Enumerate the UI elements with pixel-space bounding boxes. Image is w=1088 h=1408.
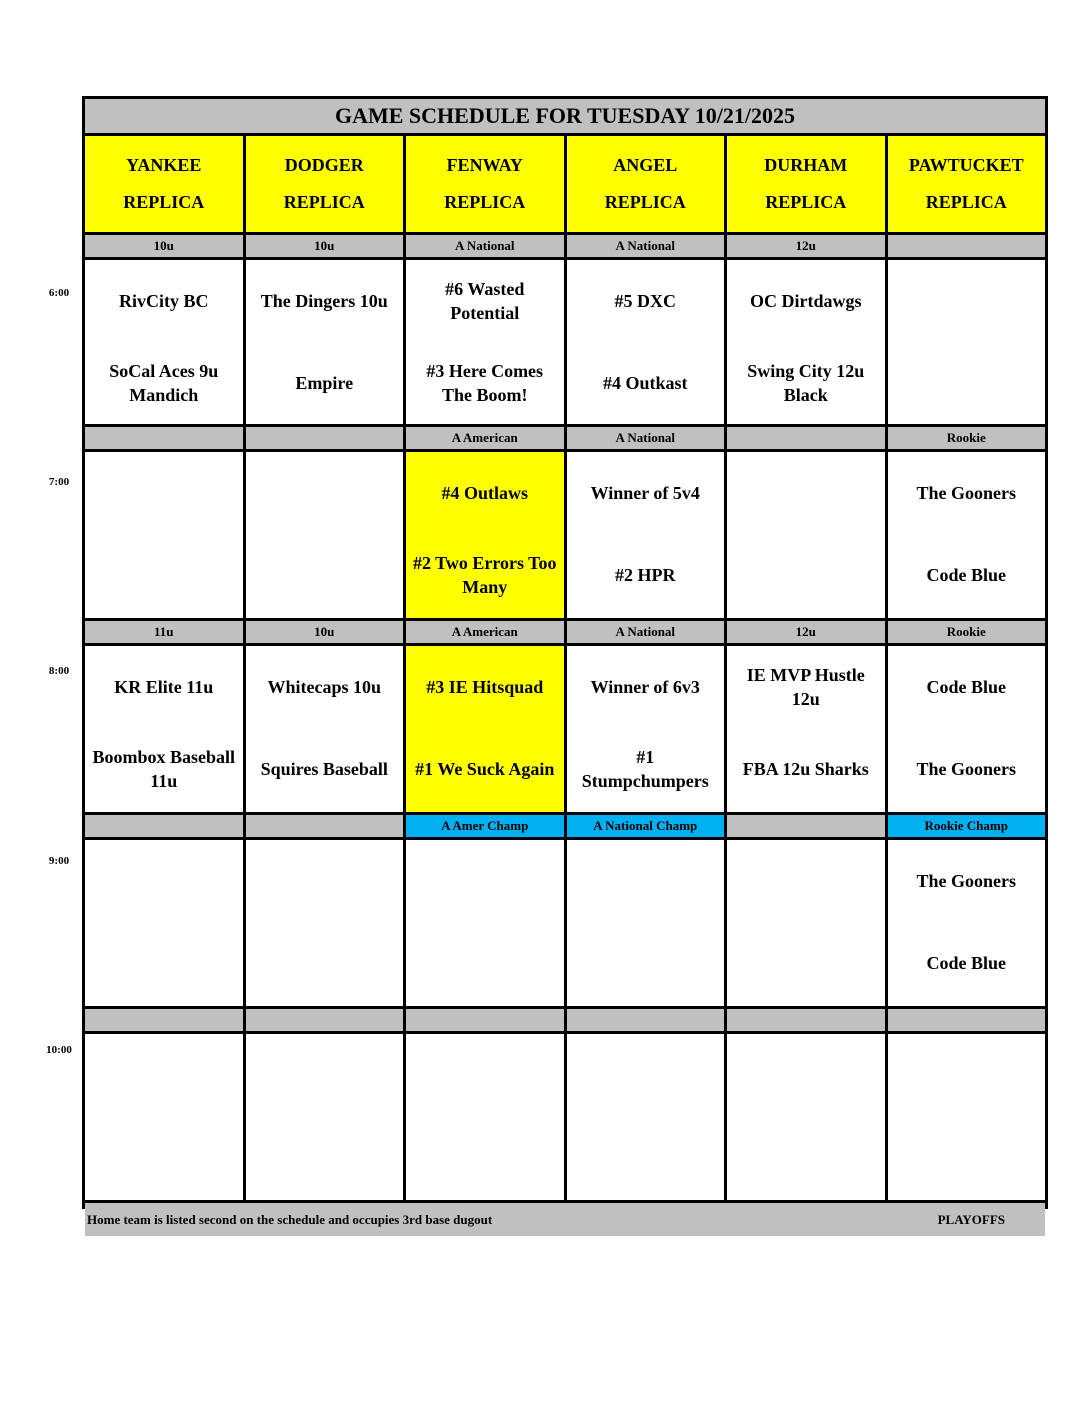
away-team (727, 1034, 885, 1116)
field-header-dodger (246, 136, 404, 232)
away-team: #3 IE Hitsquad (426, 677, 544, 697)
game-cell (727, 260, 885, 424)
division-label (567, 1009, 725, 1031)
game-cell (85, 1034, 243, 1200)
home-team (727, 534, 885, 616)
home-team: The Gooners (916, 759, 1016, 779)
home-team: Boombox Baseball 11u (92, 747, 236, 791)
away-team: The Gooners (916, 871, 1016, 891)
time-label-8-00: 8:00 (48, 665, 70, 677)
away-team: KR Elite 11u (114, 677, 214, 697)
game-cell (888, 646, 1046, 812)
division-label (246, 427, 404, 449)
away-team: Code Blue (926, 677, 1006, 697)
field-subtitle: REPLICA (123, 192, 205, 212)
game-cell-playoff (406, 646, 564, 812)
game-cell-playoff (406, 452, 564, 618)
away-team (85, 1034, 243, 1116)
division-label-champ: A National Champ (567, 815, 725, 837)
game-cell (888, 452, 1046, 618)
division-label (888, 235, 1046, 257)
field-name: FENWAY (446, 155, 523, 175)
away-team: Winner of 6v3 (590, 677, 700, 697)
game-cell (727, 840, 885, 1006)
home-team: FBA 12u Sharks (742, 759, 869, 779)
game-cell (727, 646, 885, 812)
away-team (888, 260, 1046, 342)
game-cell (567, 1034, 725, 1200)
division-label (406, 1009, 564, 1031)
away-team (406, 1034, 564, 1116)
field-header-fenway (406, 136, 564, 232)
time-label-6-00: 6:00 (48, 287, 70, 299)
home-team: #2 HPR (615, 565, 676, 585)
away-team (85, 840, 243, 922)
division-label: A American (406, 621, 564, 643)
away-team (246, 840, 404, 922)
away-team: The Dingers 10u (260, 291, 388, 311)
home-team: Code Blue (926, 953, 1006, 973)
away-team: #5 DXC (614, 291, 676, 311)
game-cell (888, 260, 1046, 424)
away-team (85, 452, 243, 534)
away-team: Winner of 5v4 (590, 483, 700, 503)
home-team: #3 Here Comes The Boom! (426, 361, 544, 405)
away-team (406, 840, 564, 922)
game-cell (246, 452, 404, 618)
field-name: DODGER (284, 155, 364, 175)
game-cell (567, 840, 725, 1006)
division-label: A National (406, 235, 564, 257)
home-team (727, 922, 885, 1004)
game-cell (85, 260, 243, 424)
home-team (85, 534, 243, 616)
playoffs-legend: PLAYOFFS (937, 1211, 1005, 1227)
away-team: #4 Outlaws (441, 483, 528, 503)
division-label (85, 1009, 243, 1031)
division-label (727, 427, 885, 449)
schedule-title: GAME SCHEDULE FOR TUESDAY 10/21/2025 (85, 99, 1045, 133)
home-team (406, 1116, 564, 1198)
away-team: #6 Wasted Potential (445, 279, 525, 323)
division-label (85, 427, 243, 449)
schedule-grid (82, 96, 1048, 1227)
time-label-7-00: 7:00 (48, 476, 70, 488)
away-team: RivCity BC (119, 291, 209, 311)
division-label (246, 1009, 404, 1031)
home-team: Code Blue (926, 565, 1006, 585)
home-team (888, 342, 1046, 424)
division-label: Rookie (888, 621, 1046, 643)
game-cell (85, 840, 243, 1006)
away-team: Whitecaps 10u (267, 677, 381, 697)
home-team (567, 922, 725, 1004)
time-label-10-00: 10:00 (46, 1044, 72, 1056)
home-team (85, 922, 243, 1004)
game-cell (246, 646, 404, 812)
away-team (567, 1034, 725, 1116)
schedule-footer (85, 1203, 1045, 1236)
home-team: #4 Outkast (602, 373, 688, 393)
home-team (406, 922, 564, 1004)
division-label: 10u (246, 235, 404, 257)
division-label (727, 1009, 885, 1031)
away-team (888, 1034, 1046, 1116)
away-team (727, 452, 885, 534)
division-label (888, 1009, 1046, 1031)
home-team: #1 Stumpchumpers (581, 747, 709, 791)
field-name: ANGEL (613, 155, 678, 175)
home-team (246, 1116, 404, 1198)
game-cell (567, 646, 725, 812)
division-label: Rookie (888, 427, 1046, 449)
game-cell (85, 646, 243, 812)
home-team (85, 1116, 243, 1198)
field-subtitle: REPLICA (604, 192, 686, 212)
home-team: Swing City 12u Black (747, 361, 865, 405)
game-cell (567, 260, 725, 424)
division-label: 10u (246, 621, 404, 643)
division-label-champ: A Amer Champ (406, 815, 564, 837)
game-cell (888, 1034, 1046, 1200)
field-subtitle: REPLICA (765, 192, 847, 212)
division-label (246, 815, 404, 837)
game-cell (406, 260, 564, 424)
away-team (727, 840, 885, 922)
game-cell (406, 840, 564, 1006)
field-name: DURHAM (764, 155, 848, 175)
field-name: YANKEE (126, 155, 202, 175)
division-label (727, 815, 885, 837)
home-team: SoCal Aces 9u Mandich (109, 361, 219, 405)
division-label: A National (567, 427, 725, 449)
game-cell (406, 1034, 564, 1200)
division-label: 12u (727, 621, 885, 643)
field-name: PAWTUCKET (908, 155, 1024, 175)
away-team: OC Dirtdawgs (750, 291, 862, 311)
division-label: A National (567, 235, 725, 257)
field-subtitle: REPLICA (925, 192, 1007, 212)
division-label (85, 815, 243, 837)
home-team: #1 We Suck Again (415, 759, 555, 779)
footer-note: Home team is listed second on the schedule and occupies 3rd base dugout (87, 1211, 493, 1227)
away-team: IE MVP Hustle 12u (746, 665, 865, 709)
division-label: A National (567, 621, 725, 643)
division-label: 10u (85, 235, 243, 257)
away-team (567, 840, 725, 922)
field-header-durham (727, 136, 885, 232)
away-team: The Gooners (916, 483, 1016, 503)
home-team: #2 Two Errors Too Many (412, 553, 557, 597)
home-team (567, 1116, 725, 1198)
field-subtitle: REPLICA (283, 192, 365, 212)
game-cell (567, 452, 725, 618)
game-cell (85, 452, 243, 618)
game-cell (246, 1034, 404, 1200)
division-label: A American (406, 427, 564, 449)
field-subtitle: REPLICA (444, 192, 526, 212)
home-team (888, 1116, 1046, 1198)
division-label-champ: Rookie Champ (888, 815, 1046, 837)
division-label: 11u (85, 621, 243, 643)
game-cell (246, 840, 404, 1006)
away-team (246, 452, 404, 534)
home-team: Squires Baseball (260, 759, 388, 779)
field-header-angel (567, 136, 725, 232)
home-team (246, 534, 404, 616)
time-label-9-00: 9:00 (48, 855, 70, 867)
home-team (246, 922, 404, 1004)
away-team (246, 1034, 404, 1116)
game-cell (727, 1034, 885, 1200)
game-cell (888, 840, 1046, 1006)
game-cell (246, 260, 404, 424)
field-header-pawtucket (888, 136, 1046, 232)
home-team: Empire (295, 373, 354, 393)
home-team (727, 1116, 885, 1198)
field-header-yankee (85, 136, 243, 232)
game-cell (727, 452, 885, 618)
division-label: 12u (727, 235, 885, 257)
